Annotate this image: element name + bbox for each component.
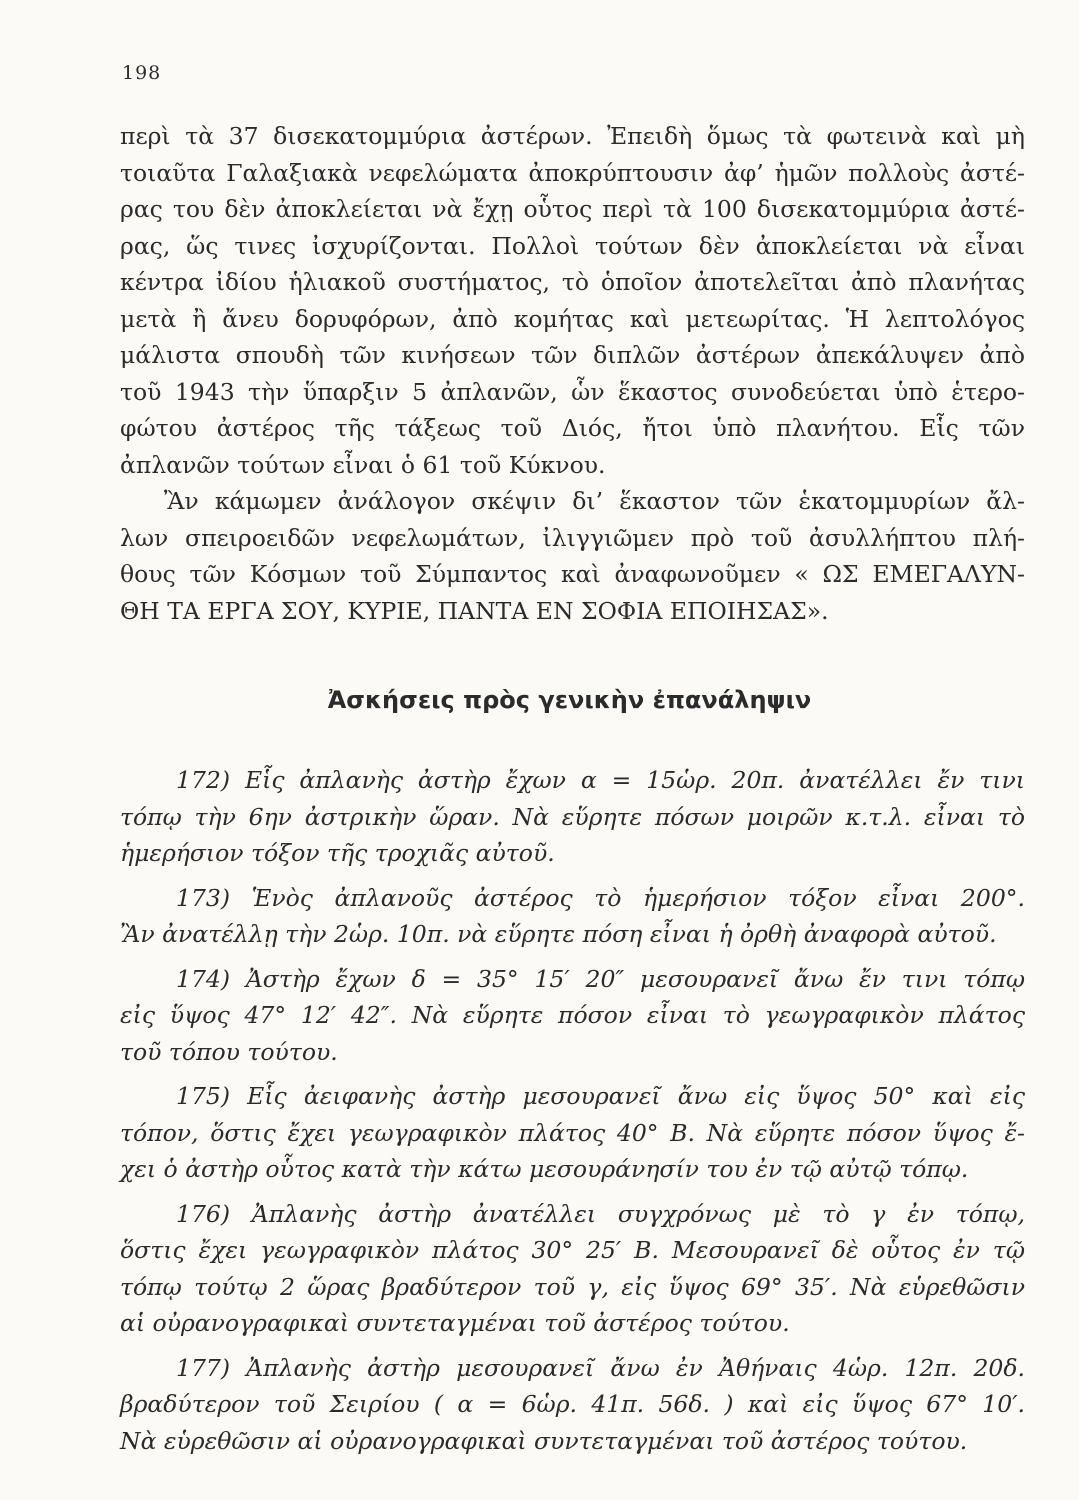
- exercise-line: Ἂν ἀνατέλλῃ τὴν 2ὡρ. 10π. νὰ εὕρητε πόση εἶναι ἡ ὀρθὴ ἀναφορὰ αὐτοῦ.: [120, 920, 997, 948]
- exercise-line: τόπῳ τούτῳ 2 ὥρας βραδύτερον τοῦ γ, εἰς ὕψος 69° 35′. Νὰ εὑρεθῶσιν: [120, 1272, 1025, 1301]
- exercise-line: Νὰ εὑρεθῶσιν αἱ οὐρανογραφικαὶ συντεταγμέναι τοῦ ἀστέρος τούτου.: [120, 1426, 968, 1455]
- text-line: Ἂν κάμωμεν ἀνάλογον σκέψιν δι’ ἕκαστον τῶν ἑκατομμυρίων ἄλ-: [164, 487, 1025, 515]
- exercise-174: [120, 961, 1025, 1071]
- exercise-line: 177) Ἀπλανὴς ἀστὴρ μεσουρανεῖ ἄνω ἐν Ἀθήναις 4ὡρ. 12π. 20δ.: [176, 1353, 1025, 1382]
- text-line: φώτου ἀστέρος τῆς τάξεως τοῦ Διός, ἤτοι ὑπὸ πλανήτου. Εἷς τῶν: [120, 414, 1025, 442]
- exercise-line: τόπον, ὅστις ἔχει γεωγραφικὸν πλάτος 40° Β. Νὰ εὕρητε πόσον ὕψος ἔ-: [120, 1118, 1025, 1147]
- exercise-line: 176) Ἀπλανὴς ἀστὴρ ἀνατέλλει συγχρόνως μὲ τὸ γ ἐν τόπῳ,: [176, 1199, 1025, 1228]
- exercise-line: 175) Εἷς ἀειφανὴς ἀστὴρ μεσουρανεῖ ἄνω εἰς ὕψος 50° καὶ εἰς: [176, 1082, 1025, 1110]
- exercise-line: χει ὁ ἀστὴρ οὗτος κατὰ τὴν κάτω μεσουράνησίν του ἐν τῷ αὐτῷ τόπῳ.: [120, 1155, 969, 1183]
- text-line: μάλιστα σπουδὴ τῶν κινήσεων τῶν διπλῶν ἀστέρων ἀπεκάλυψεν ἀπὸ: [120, 341, 1025, 369]
- text-line: κέντρα ἰδίου ἡλιακοῦ συστήματος, τὸ ὁποῖον ἀποτελεῖται ἀπὸ πλανήτας: [120, 268, 1025, 296]
- page-number: 198: [122, 62, 162, 84]
- paragraph-nebulae: [120, 483, 1025, 629]
- exercise-line: 172) Εἷς ἀπλανὴς ἀστὴρ ἔχων α = 15ὡρ. 20π. ἀνατέλλει ἔν τινι: [176, 766, 1025, 794]
- text-line: ΘΗ ΤΑ ΕΡΓΑ ΣΟΥ, ΚΥΡΙΕ, ΠΑΝΤΑ ΕΝ ΣΟΦΙΑ ΕΠΟΙΗΣΑΣ».: [120, 596, 829, 625]
- exercise-line: ὅστις ἔχει γεωγραφικὸν πλάτος 30° 25′ Β. Μεσουρανεῖ δὲ οὗτος ἐν τῷ: [120, 1236, 1025, 1264]
- text-line: θους τῶν Κόσμων τοῦ Σύμπαντος καὶ ἀναφωνοῦμεν « ΩΣ ΕΜΕΓΑΛΥΝ-: [120, 560, 1025, 588]
- text-line: ἀπλανῶν τούτων εἶναι ὁ 61 τοῦ Κύκνου.: [120, 450, 606, 479]
- text-line: μετὰ ἢ ἄνευ δορυφόρων, ἀπὸ κομήτας καὶ μετεωρίτας. Ἡ λεπτολόγος: [120, 304, 1025, 333]
- exercise-line: τόπῳ τὴν 6ην ἀστρικὴν ὥραν. Νὰ εὕρητε πόσων μοιρῶν κ.τ.λ. εἶναι τὸ: [120, 802, 1025, 831]
- exercise-177: [120, 1350, 1025, 1460]
- exercise-line: 174) Ἀστὴρ ἔχων δ = 35° 15′ 20″ μεσουρανεῖ ἄνω ἔν τινι τόπῳ: [176, 964, 1025, 993]
- exercise-line: αἱ οὐρανογραφικαὶ συντεταγμέναι τοῦ ἀστέρος τούτου.: [120, 1309, 790, 1337]
- body-text: [120, 118, 1025, 629]
- exercise-175: [120, 1078, 1025, 1188]
- section-heading: Ἀσκήσεις πρὸς γενικὴν ἐπανάληψιν: [327, 686, 812, 714]
- exercise-line: εἰς ὕψος 47° 12′ 42″. Νὰ εὕρητε πόσον εἶναι τὸ γεωγραφικὸν πλάτος: [120, 1001, 1025, 1029]
- exercise-line: τοῦ τόπου τούτου.: [120, 1037, 338, 1066]
- exercise-176: [120, 1196, 1025, 1342]
- text-line: ρας, ὥς τινες ἰσχυρίζονται. Πολλοὶ τούτων δὲν ἀποκλείεται νὰ εἶναι: [120, 231, 1025, 260]
- exercise-173: [120, 880, 1025, 953]
- text-line: περὶ τὰ 37 δισεκατομμύρια ἀστέρων. Ἐπειδὴ ὅμως τὰ φωτεινὰ καὶ μὴ: [120, 122, 1025, 150]
- text-line: λων σπειροειδῶν νεφελωμάτων, ἰλιγγιῶμεν πρὸ τοῦ ἀσυλλήπτου πλή-: [120, 523, 1025, 552]
- paragraph-galaxy-stars: [120, 118, 1025, 483]
- text-line: τοῦ 1943 τὴν ὕπαρξιν 5 ἀπλανῶν, ὧν ἕκαστος συνοδεύεται ὑπὸ ἑτερο-: [120, 377, 1025, 406]
- exercise-172: [120, 762, 1025, 872]
- exercise-line: ἡμερήσιον τόξον τῆς τροχιᾶς αὐτοῦ.: [120, 839, 555, 867]
- text-line: τοιαῦτα Γαλαξιακὰ νεφελώματα ἀποκρύπτουσιν ἀφ’ ἡμῶν πολλοὺς ἀστέ-: [120, 158, 1025, 187]
- exercise-line: βραδύτερον τοῦ Σειρίου ( α = 6ὡρ. 41π. 56δ. ) καὶ εἰς ὕψος 67° 10′.: [120, 1390, 1025, 1418]
- exercise-list: [120, 762, 1025, 1467]
- text-line: ρας του δὲν ἀποκλείεται νὰ ἔχῃ οὗτος περὶ τὰ 100 δισεκατομμύρια ἀστέ-: [120, 195, 1025, 223]
- exercise-line: 173) Ἑνὸς ἀπλανοῦς ἀστέρος τὸ ἡμερήσιον τόξον εἶναι 200°.: [176, 883, 1025, 912]
